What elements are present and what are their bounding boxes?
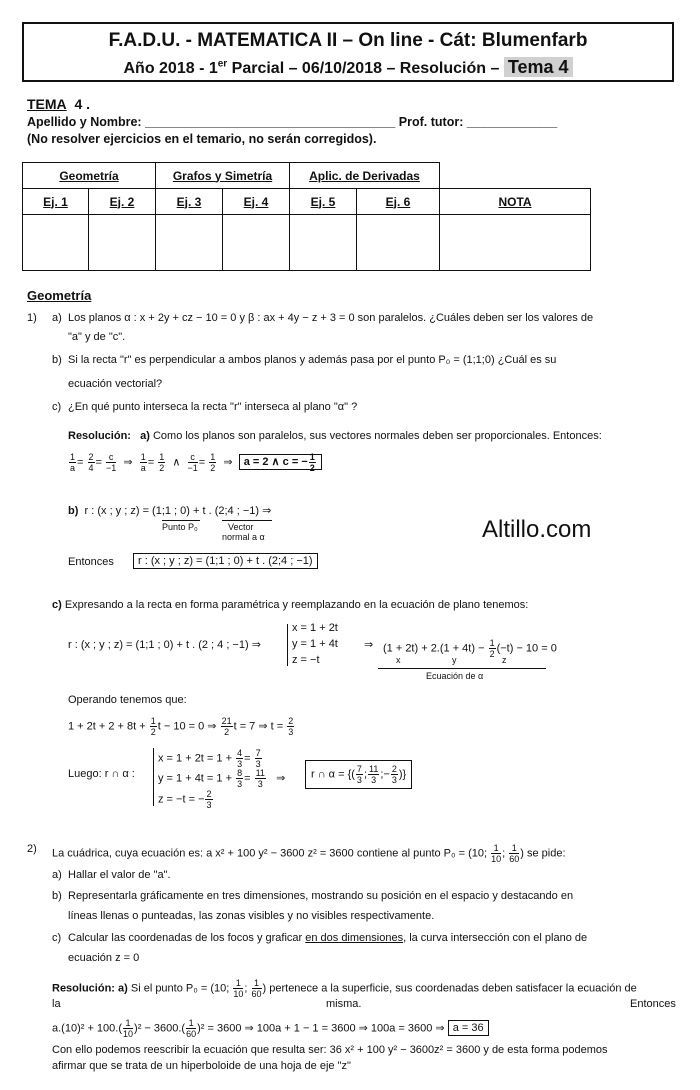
grade-cell[interactable]: [357, 215, 440, 271]
p1-c-text: ¿En qué punto interseca la recta "r" interseca al plano "α" ?: [68, 401, 358, 413]
col-ej4: Ej. 4: [223, 189, 290, 215]
p2-res-final2: afirmar que se trata de un hiperboloide de una hoja de eje "z": [52, 1060, 351, 1072]
grade-cell[interactable]: [23, 215, 89, 271]
name-field[interactable]: Apellido y Nombre: ____________________________________ Prof. tutor: _____________: [27, 115, 558, 129]
col-ej6: Ej. 6: [357, 189, 440, 215]
intersection-text: r ∩ α =: [311, 768, 348, 781]
param-y: y = 1 + 4t: [292, 638, 338, 650]
p1-a-text1: Los planos α : x + 2y + cz − 10 = 0 y β : ax + 4y − z + 3 = 0 son paralelos. ¿Cuáles deben ser los valores de: [68, 312, 594, 324]
brace: [153, 748, 154, 806]
p1-number: 1): [27, 312, 37, 324]
col-nota: NOTA: [440, 189, 591, 215]
underbrace: [222, 516, 272, 521]
p2-c-text1: [68, 932, 587, 944]
ec-alfa: Ecuación de α: [426, 671, 484, 681]
vector-label: Vector: [228, 522, 254, 532]
group-grafos: Grafos y Simetría: [156, 163, 290, 189]
p2-eq-a: a.(10)² + 100.(: [52, 1022, 123, 1035]
op-c: t = 7 ⇒ t =: [233, 720, 287, 733]
label-z: z: [502, 655, 507, 665]
label-x: x: [396, 655, 401, 665]
p2-b-text1: Representarla gráficamente en tres dimensiones, mostrando su posición en el espacio y destacando en: [68, 890, 574, 902]
param-lhs: r : (x ; y ; z) = (1;1 ; 0) + t . (2 ; 4 ; −1) ⇒: [68, 639, 261, 651]
substitution: (1 + 2t) + 2.(1 + 4t) − $\frac{1}{2}$ (−t) − 10 = 0: [383, 638, 557, 659]
nota-blank: [440, 163, 591, 189]
p1-a-label: a): [52, 312, 62, 324]
p2-res-entonces: Entonces: [630, 998, 676, 1010]
res-b-equation: r : (x ; y ; z) = (1;1 ; 0) + t . (2;4 ; −1) ⇒: [84, 505, 272, 517]
header-title: F.A.D.U. - MATEMATICA II – On line - Cát: Blumenfarb: [108, 30, 588, 51]
section-geometria: Geometría: [27, 288, 92, 303]
col-ej3: Ej. 3: [156, 189, 223, 215]
frac: $\frac{c}{-1}$: [187, 452, 198, 473]
res-a-tag: a): [140, 430, 150, 442]
p2-eq-b: )² − 3600.(: [134, 1022, 186, 1035]
op-b: t − 10 = 0 ⇒: [157, 720, 220, 733]
op-a: 1 + 2t + 2 + 8t +: [68, 720, 149, 733]
p2-res-misma: misma.: [326, 998, 362, 1010]
param-x: x = 1 + 2t: [292, 622, 338, 634]
luego-x-text: x = 1 + 2t = 1 +: [158, 752, 236, 765]
p2-statement: La cuádrica, cuya ecuación es: a x² + 100 y² − 3600 z² = 3600 contiene al punto P₀ = (10; $\frac{1}{10}$ ; $\frac{1}{60}$ ) se pide:: [52, 843, 566, 864]
grade-table: [22, 162, 591, 271]
underbrace: [162, 516, 200, 521]
group-derivadas: Aplic. de Derivadas: [290, 163, 440, 189]
col-ej2: Ej. 2: [89, 189, 156, 215]
col-ej5: Ej. 5: [290, 189, 357, 215]
p2-res-eq: a.(10)² + 100.( $\frac{1}{10}$ )² − 3600.( $\frac{1}{60}$ )² = 3600 ⇒ 100a + 1 − 1 = 3600 ⇒ 100a = 3600 ⇒ a = 36: [52, 1018, 489, 1039]
header-tema: Tema 4: [504, 57, 573, 77]
res-a-equations: $\frac{1}{a}$ = $\frac{2}{4}$ = $\frac{c}{-1}$ ⇒ $\frac{1}{a}$ = $\frac{1}{2}$ ∧ $\frac{c}{-1}$ = $\frac{1}{2}$ ⇒ a = 2 ∧ c = − $\frac{1}{2}$: [68, 452, 322, 473]
res-c-tag: c): [52, 599, 62, 611]
nota-cell[interactable]: [440, 215, 591, 271]
frac: $\frac{1}{2}$: [210, 452, 216, 473]
p2-c-text1b: , la curva intersección con el plano de: [403, 932, 588, 944]
res-c-text: Expresando a la recta en forma paramétrica y reemplazando en la ecuación de plano tenemos:: [64, 599, 529, 611]
luego-x: x = 1 + 2t = 1 + $\frac{4}{3}$ = $\frac{7}{3}$: [158, 748, 261, 769]
header-parcial: Parcial – 06/10/2018 – Resolución –: [227, 60, 504, 77]
luego: Luego: r ∩ α :: [68, 768, 135, 780]
p2-text-a: La cuádrica, cuya ecuación es: a x² + 100 y² − 3600 z² = 3600 contiene al punto P₀ = (10;: [52, 847, 491, 860]
p1-b-label: b): [52, 354, 62, 366]
frac: $\frac{1}{a}$: [70, 452, 76, 473]
p2-res-la: la: [52, 998, 61, 1010]
entonces: Entonces: [68, 556, 114, 568]
grade-cell[interactable]: [156, 215, 223, 271]
param-z: z = −t: [292, 654, 320, 666]
p2-res-label: Resolución:: [52, 982, 115, 995]
p2-res-text1b: ) pertenece a la superficie, sus coordenadas deben satisfacer la ecuación de: [262, 982, 637, 995]
op-line: 1 + 2t + 2 + 8t + $\frac{1}{2}$ t − 10 = 0 ⇒ $\frac{21}{2}$ t = 7 ⇒ t = $\frac{2}{3}$: [68, 716, 294, 737]
luego-y: y = 1 + 4t = 1 + $\frac{8}{3}$ = $\frac{11}{3}$ ⇒: [158, 768, 286, 789]
p2-text-b: ) se pide:: [520, 847, 566, 860]
tema-word: TEMA: [27, 96, 67, 112]
vector-label2: normal a α: [222, 532, 265, 542]
frac: $\frac{1}{a}$: [140, 452, 146, 473]
p2-a-label: a): [52, 869, 62, 881]
p2-res-a: a): [118, 982, 128, 995]
header-year: Año 2018 - 1: [123, 60, 218, 77]
p2-res-text1a: Si el punto P₀ = (10;: [130, 982, 233, 995]
frac: $\frac{2}{4}$: [88, 452, 94, 473]
res-a-text: Como los planos son paralelos, sus vectores normales deben ser proporcionales. Entonces:: [152, 430, 602, 442]
res-b-tag: b): [68, 505, 79, 517]
subst-text: (1 + 2t) + 2.(1 + 4t) −: [383, 642, 488, 655]
label-y: y: [452, 655, 457, 665]
watermark: Altillo.com: [482, 516, 592, 543]
tema-label: [27, 96, 90, 112]
answer-a-box: a = 2 ∧ c = − $\frac{1}{2}$: [239, 454, 322, 470]
frac: $\frac{1}{2}$: [159, 452, 165, 473]
intersection-box: r ∩ α = {( $\frac{7}{3}$ ; $\frac{11}{3}$ ;− $\frac{2}{3}$ )}: [305, 760, 412, 789]
p2-c-label: c): [52, 932, 62, 944]
header-subtitle: [24, 57, 672, 78]
res-a-line: [68, 430, 602, 442]
p2-c-text2: ecuación z = 0: [68, 952, 140, 964]
p2-res-final1: Con ello podemos reescribir la ecuación que resulta ser: 36 x² + 100 y² − 3600z² = 3600 y de esta forma podemos: [52, 1044, 608, 1056]
p2-b-text2: líneas llenas o punteadas, las zonas visibles y no visibles respectivamente.: [68, 910, 435, 922]
p1-a-text2: "a" y de "c".: [68, 331, 126, 343]
subst-end: (−t) − 10 = 0: [496, 642, 557, 655]
p2-a-text: Hallar el valor de "a".: [68, 869, 171, 881]
header-box: [22, 22, 674, 82]
p2-c-underlined: en dos dimensiones: [305, 932, 404, 944]
entonces-box: r : (x ; y ; z) = (1;1 ; 0) + t . (2;4 ; −1): [133, 553, 318, 569]
group-geometria: Geometría: [23, 163, 156, 189]
luego-z: z = −t = − $\frac{2}{3}$: [158, 789, 212, 810]
p2-answer-box: a = 36: [448, 1020, 489, 1036]
operando: Operando tenemos que:: [68, 694, 187, 706]
grade-cell[interactable]: [223, 215, 290, 271]
p2-c-text1a: Calcular las coordenadas de los focos y graficar: [68, 932, 306, 944]
underline: [378, 667, 546, 669]
res-c-line: [52, 599, 528, 611]
p2-res-line: Resolución: a) Si el punto P₀ = (10; $\frac{1}{10}$ ; $\frac{1}{60}$ ) pertenece a la superficie, sus coordenadas deben satisfacer la ecuación de: [52, 978, 637, 999]
res-label: Resolución:: [68, 430, 131, 442]
grade-cell[interactable]: [290, 215, 357, 271]
luego-y-text: y = 1 + 4t = 1 +: [158, 772, 236, 785]
p1-c-label: c): [52, 401, 62, 413]
header-sup: er: [217, 58, 228, 70]
frac: $\frac{c}{-1}$: [106, 452, 117, 473]
grade-cell[interactable]: [89, 215, 156, 271]
brace: [287, 624, 288, 666]
answer-a: a = 2 ∧ c = −: [243, 456, 308, 469]
col-ej1: Ej. 1: [23, 189, 89, 215]
p1-b-text1: Si la recta "r" es perpendicular a ambos planos y además pasa por el punto P₀ = (1;1;0) ¿Cuál es su: [68, 354, 557, 366]
punto-label: Punto P₀: [162, 522, 198, 532]
form-note: (No resolver ejercicios en el temario, no serán corregidos).: [27, 132, 377, 146]
implies: ⇒: [364, 639, 374, 651]
tema-number: 4 .: [74, 96, 91, 112]
luego-z-text: z = −t = −: [158, 793, 205, 806]
p1-b-text2: ecuación vectorial?: [68, 378, 163, 390]
p2-eq-c: )² = 3600 ⇒ 100a + 1 − 1 = 3600 ⇒ 100a = 3600 ⇒: [197, 1022, 445, 1035]
p2-number: 2): [27, 843, 37, 855]
p2-b-label: b): [52, 890, 62, 902]
